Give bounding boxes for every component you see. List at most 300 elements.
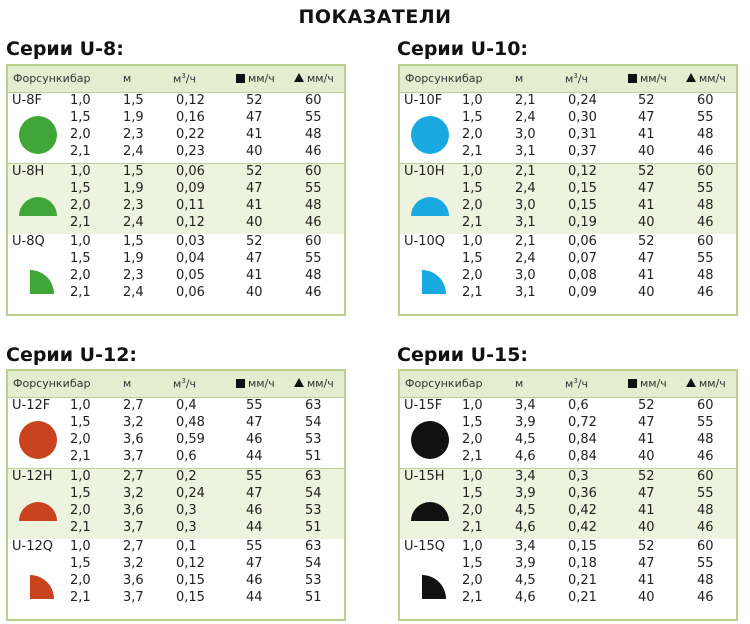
nozzle-group [400,163,736,235]
cell-triangle-rate: 55 [697,251,714,266]
cell-meters: 3,6 [123,432,144,447]
cell-bar: 1,0 [462,539,483,554]
cell-meters: 1,9 [123,251,144,266]
cell-meters: 4,6 [515,449,536,464]
cell-triangle-rate: 53 [305,503,322,518]
cell-triangle-rate: 46 [697,590,714,605]
cell-square-rate: 52 [638,93,655,108]
nozzle-label: U-12F [12,398,51,413]
header-triangle-rate [686,72,726,85]
header-nozzle: Форсунки [405,72,462,85]
header-meters: м [515,377,524,390]
cell-flow: 0,37 [568,144,597,159]
cell-meters: 4,5 [515,573,536,588]
series-table [398,369,738,621]
header-flow-unit: /ч [185,72,196,86]
cell-flow: 0,15 [568,181,597,196]
cell-flow: 0,6 [568,398,589,413]
cell-square-rate: 40 [638,144,655,159]
cell-meters: 3,0 [515,127,536,142]
cell-meters: 3,0 [515,268,536,283]
cell-square-rate: 40 [638,590,655,605]
header-flow-base: м [173,72,182,86]
nozzle-group [8,163,344,235]
cell-meters: 3,4 [515,398,536,413]
cell-square-rate: 40 [246,285,263,300]
triangle-icon [686,73,696,82]
cell-square-rate: 52 [246,234,263,249]
cell-meters: 2,4 [123,215,144,230]
nozzle-label: U-15F [404,398,443,413]
cell-square-rate: 47 [246,415,263,430]
series-table [6,64,346,316]
nozzle-quarter-circle-icon [410,256,450,296]
cell-flow: 0,42 [568,520,597,535]
cell-meters: 1,5 [123,164,144,179]
header-square-rate [236,377,275,390]
cell-square-rate: 41 [638,503,655,518]
header-flow [173,72,196,86]
header-square-label: мм/ч [640,72,667,85]
cell-meters: 3,9 [515,556,536,571]
cell-flow: 0,22 [176,127,205,142]
cell-meters: 2,7 [123,398,144,413]
nozzle-half-circle-icon [18,491,58,531]
square-icon [236,74,245,83]
cell-bar: 2,1 [462,285,483,300]
cell-flow: 0,07 [568,251,597,266]
cell-flow: 0,12 [176,215,205,230]
cell-square-rate: 52 [246,93,263,108]
header-square-rate [628,72,667,85]
cell-bar: 2,1 [70,520,91,535]
cell-bar: 2,0 [462,198,483,213]
cell-meters: 4,6 [515,590,536,605]
cell-triangle-rate: 48 [305,268,322,283]
cell-bar: 2,1 [70,590,91,605]
header-triangle-label: мм/ч [699,72,726,85]
cell-flow: 0,08 [568,268,597,283]
cell-square-rate: 47 [638,415,655,430]
cell-flow: 0,48 [176,415,205,430]
cell-meters: 2,7 [123,469,144,484]
header-meters: м [123,377,132,390]
cell-triangle-rate: 60 [305,93,322,108]
cell-triangle-rate: 63 [305,539,322,554]
cell-bar: 2,1 [70,285,91,300]
nozzle-quarter-circle-icon [18,561,58,601]
header-flow [565,377,588,391]
header-flow-unit: /ч [577,377,588,391]
cell-triangle-rate: 54 [305,415,322,430]
cell-triangle-rate: 55 [697,181,714,196]
cell-triangle-rate: 60 [697,469,714,484]
cell-flow: 0,42 [568,503,597,518]
cell-triangle-rate: 63 [305,469,322,484]
cell-flow: 0,59 [176,432,205,447]
cell-bar: 2,1 [70,449,91,464]
cell-flow: 0,21 [568,573,597,588]
cell-triangle-rate: 46 [697,215,714,230]
cell-triangle-rate: 46 [697,449,714,464]
cell-meters: 3,7 [123,520,144,535]
cell-square-rate: 52 [246,164,263,179]
cell-square-rate: 41 [638,127,655,142]
series-title: Серии U-12: [6,344,138,366]
cell-meters: 2,4 [515,251,536,266]
square-icon [628,379,637,388]
nozzle-group [8,93,344,163]
nozzle-half-circle-icon [410,491,450,531]
cell-bar: 1,0 [462,469,483,484]
cell-bar: 1,5 [462,251,483,266]
header-flow-base: м [173,377,182,391]
cell-flow: 0,04 [176,251,205,266]
header-flow [173,377,196,391]
cell-meters: 3,6 [123,503,144,518]
nozzle-group [8,398,344,468]
table-header [8,66,344,93]
cell-meters: 1,9 [123,110,144,125]
cell-square-rate: 40 [246,144,263,159]
cell-triangle-rate: 46 [697,520,714,535]
cell-square-rate: 44 [246,590,263,605]
cell-bar: 2,1 [462,590,483,605]
cell-bar: 1,5 [462,556,483,571]
cell-flow: 0,11 [176,198,205,213]
cell-meters: 2,4 [515,110,536,125]
cell-square-rate: 41 [246,127,263,142]
cell-flow: 0,15 [176,590,205,605]
cell-flow: 0,18 [568,556,597,571]
nozzle-label: U-12Q [12,539,53,554]
cell-meters: 3,2 [123,486,144,501]
cell-flow: 0,3 [176,503,197,518]
cell-triangle-rate: 46 [305,144,322,159]
cell-flow: 0,6 [176,449,197,464]
nozzle-half-circle-icon [18,186,58,226]
cell-bar: 1,0 [70,93,91,108]
cell-bar: 2,0 [462,503,483,518]
cell-bar: 2,0 [462,127,483,142]
cell-flow: 0,21 [568,590,597,605]
cell-meters: 3,1 [515,285,536,300]
cell-square-rate: 41 [246,268,263,283]
cell-meters: 2,3 [123,127,144,142]
header-flow-unit: /ч [577,72,588,86]
nozzle-quarter-circle-icon [18,256,58,296]
cell-bar: 2,1 [70,215,91,230]
header-bar: бар [462,377,483,390]
cell-bar: 2,1 [462,144,483,159]
nozzle-group [400,93,736,163]
cell-flow: 0,12 [176,556,205,571]
cell-bar: 2,0 [70,268,91,283]
cell-bar: 1,5 [70,110,91,125]
header-flow-sup: 3 [573,72,578,80]
header-bar: бар [70,72,91,85]
cell-meters: 3,4 [515,469,536,484]
cell-square-rate: 47 [638,110,655,125]
cell-square-rate: 47 [246,110,263,125]
cell-meters: 1,9 [123,181,144,196]
table-header [8,371,344,398]
cell-flow: 0,2 [176,469,197,484]
cell-meters: 3,7 [123,449,144,464]
nozzle-half-circle-icon [410,186,450,226]
cell-triangle-rate: 51 [305,449,322,464]
cell-flow: 0,12 [568,164,597,179]
cell-flow: 0,16 [176,110,205,125]
cell-flow: 0,06 [176,164,205,179]
cell-meters: 2,4 [515,181,536,196]
cell-triangle-rate: 63 [305,398,322,413]
cell-bar: 1,5 [70,181,91,196]
cell-triangle-rate: 48 [305,198,322,213]
cell-triangle-rate: 60 [305,164,322,179]
cell-square-rate: 55 [246,469,263,484]
cell-flow: 0,09 [176,181,205,196]
cell-square-rate: 52 [638,469,655,484]
cell-square-rate: 40 [246,215,263,230]
cell-meters: 3,1 [515,215,536,230]
cell-square-rate: 41 [638,432,655,447]
cell-square-rate: 41 [246,198,263,213]
cell-bar: 1,0 [462,234,483,249]
cell-flow: 0,30 [568,110,597,125]
header-triangle-label: мм/ч [307,72,334,85]
header-bar: бар [70,377,91,390]
cell-triangle-rate: 46 [697,285,714,300]
cell-square-rate: 41 [638,268,655,283]
cell-flow: 0,23 [176,144,205,159]
cell-flow: 0,3 [176,520,197,535]
cell-triangle-rate: 48 [697,503,714,518]
cell-bar: 1,0 [462,93,483,108]
header-meters: м [515,72,524,85]
cell-meters: 3,0 [515,198,536,213]
nozzle-label: U-15Q [404,539,445,554]
nozzle-label: U-15H [404,469,445,484]
cell-meters: 1,5 [123,234,144,249]
cell-square-rate: 47 [638,181,655,196]
header-triangle-label: мм/ч [307,377,334,390]
cell-triangle-rate: 55 [697,486,714,501]
cell-bar: 1,5 [70,251,91,266]
cell-triangle-rate: 51 [305,520,322,535]
cell-meters: 3,9 [515,486,536,501]
cell-flow: 0,4 [176,398,197,413]
cell-meters: 1,5 [123,93,144,108]
square-icon [628,74,637,83]
cell-bar: 2,1 [462,449,483,464]
triangle-icon [686,378,696,387]
header-square-label: мм/ч [640,377,667,390]
cell-flow: 0,1 [176,539,197,554]
cell-triangle-rate: 60 [305,234,322,249]
nozzle-full-circle-icon [410,115,450,155]
nozzle-full-circle-icon [18,115,58,155]
header-triangle-rate [686,377,726,390]
cell-triangle-rate: 60 [697,234,714,249]
cell-bar: 2,0 [70,127,91,142]
cell-meters: 3,4 [515,539,536,554]
cell-triangle-rate: 46 [305,285,322,300]
cell-bar: 1,0 [70,398,91,413]
cell-bar: 1,0 [462,164,483,179]
cell-bar: 1,0 [70,234,91,249]
cell-meters: 2,1 [515,234,536,249]
cell-bar: 1,5 [462,415,483,430]
cell-bar: 2,0 [462,573,483,588]
cell-square-rate: 47 [246,181,263,196]
cell-bar: 1,0 [70,469,91,484]
cell-flow: 0,06 [176,285,205,300]
cell-bar: 1,5 [462,181,483,196]
nozzle-group [400,398,736,468]
table-header [400,66,736,93]
cell-meters: 3,2 [123,556,144,571]
cell-meters: 3,7 [123,590,144,605]
cell-square-rate: 40 [638,520,655,535]
nozzle-group [400,539,736,609]
cell-flow: 0,15 [568,539,597,554]
cell-meters: 3,9 [515,415,536,430]
cell-triangle-rate: 54 [305,486,322,501]
cell-triangle-rate: 60 [697,164,714,179]
cell-meters: 4,5 [515,432,536,447]
cell-triangle-rate: 55 [697,110,714,125]
cell-square-rate: 52 [638,164,655,179]
cell-triangle-rate: 55 [305,181,322,196]
cell-meters: 4,6 [515,520,536,535]
cell-flow: 0,36 [568,486,597,501]
header-triangle-label: мм/ч [699,377,726,390]
header-flow-base: м [565,72,574,86]
cell-flow: 0,09 [568,285,597,300]
nozzle-full-circle-icon [18,420,58,460]
cell-bar: 1,0 [462,398,483,413]
header-nozzle: Форсунки [13,377,70,390]
cell-triangle-rate: 55 [305,251,322,266]
cell-flow: 0,03 [176,234,205,249]
cell-square-rate: 40 [638,449,655,464]
nozzle-label: U-8F [12,93,42,108]
header-bar: бар [462,72,483,85]
header-square-label: мм/ч [248,377,275,390]
header-triangle-rate [294,377,334,390]
nozzle-full-circle-icon [410,420,450,460]
nozzle-label: U-12H [12,469,53,484]
cell-triangle-rate: 46 [305,215,322,230]
header-square-rate [628,377,667,390]
cell-triangle-rate: 48 [697,573,714,588]
nozzle-group [400,468,736,540]
cell-bar: 1,5 [462,486,483,501]
cell-square-rate: 55 [246,539,263,554]
cell-bar: 1,0 [70,164,91,179]
cell-bar: 1,5 [70,486,91,501]
nozzle-label: U-10H [404,164,445,179]
header-triangle-rate [294,72,334,85]
header-flow-sup: 3 [181,72,186,80]
cell-square-rate: 47 [246,251,263,266]
cell-flow: 0,15 [176,573,205,588]
header-flow [565,72,588,86]
header-flow-base: м [565,377,574,391]
series-title: Серии U-15: [397,344,529,366]
cell-triangle-rate: 48 [697,268,714,283]
header-square-rate [236,72,275,85]
table-header [400,371,736,398]
cell-square-rate: 40 [638,215,655,230]
cell-meters: 2,3 [123,198,144,213]
nozzle-label: U-10Q [404,234,445,249]
cell-triangle-rate: 46 [697,144,714,159]
cell-flow: 0,24 [176,486,205,501]
cell-bar: 2,0 [70,198,91,213]
cell-square-rate: 44 [246,520,263,535]
cell-flow: 0,84 [568,449,597,464]
nozzle-group [8,234,344,304]
cell-square-rate: 40 [638,285,655,300]
cell-square-rate: 46 [246,573,263,588]
cell-bar: 2,1 [462,520,483,535]
cell-flow: 0,84 [568,432,597,447]
cell-bar: 2,0 [70,503,91,518]
cell-bar: 2,0 [70,432,91,447]
nozzle-label: U-10F [404,93,443,108]
cell-meters: 2,1 [515,93,536,108]
cell-meters: 2,1 [515,164,536,179]
cell-meters: 3,6 [123,573,144,588]
triangle-icon [294,73,304,82]
nozzle-group [8,468,344,540]
cell-meters: 2,7 [123,539,144,554]
cell-meters: 2,3 [123,268,144,283]
cell-bar: 1,0 [70,539,91,554]
cell-square-rate: 52 [638,234,655,249]
cell-bar: 2,0 [70,573,91,588]
triangle-icon [294,378,304,387]
cell-square-rate: 47 [246,486,263,501]
page-title: ПОКАЗАТЕЛИ [298,6,452,28]
series-table [398,64,738,316]
nozzle-group [400,234,736,304]
cell-meters: 4,5 [515,503,536,518]
cell-meters: 2,4 [123,144,144,159]
cell-square-rate: 52 [638,539,655,554]
cell-square-rate: 47 [638,486,655,501]
cell-bar: 2,1 [70,144,91,159]
header-square-label: мм/ч [248,72,275,85]
cell-triangle-rate: 60 [697,398,714,413]
header-nozzle: Форсунки [13,72,70,85]
cell-meters: 3,1 [515,144,536,159]
series-title: Серии U-8: [6,38,124,60]
nozzle-group [8,539,344,609]
cell-flow: 0,31 [568,127,597,142]
cell-bar: 2,1 [462,215,483,230]
cell-square-rate: 44 [246,449,263,464]
cell-triangle-rate: 55 [697,415,714,430]
cell-flow: 0,19 [568,215,597,230]
cell-triangle-rate: 53 [305,573,322,588]
cell-flow: 0,06 [568,234,597,249]
cell-triangle-rate: 60 [697,93,714,108]
cell-bar: 1,5 [70,415,91,430]
cell-flow: 0,15 [568,198,597,213]
